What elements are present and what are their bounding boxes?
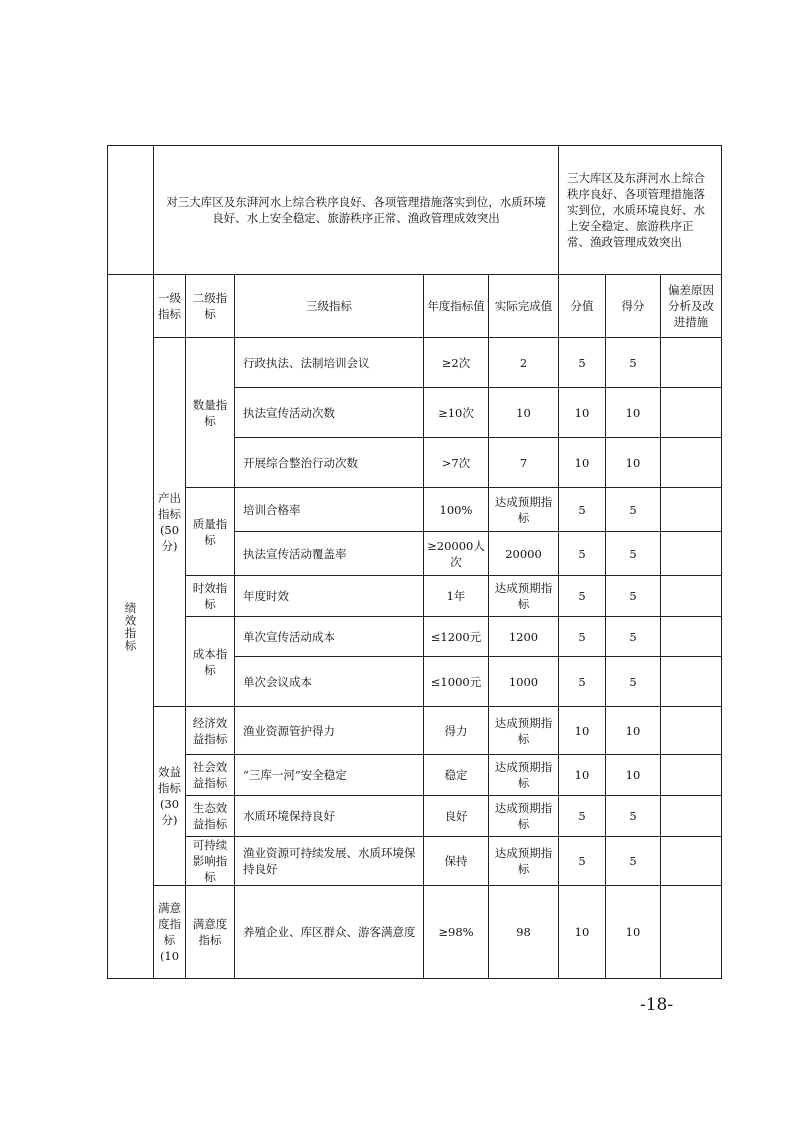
row-name: 培训合格率 bbox=[235, 488, 424, 532]
row-actual: 20000 bbox=[489, 532, 559, 576]
row-name: 执法宣传活动覆盖率 bbox=[235, 532, 424, 576]
row-name: 开展综合整治行动次数 bbox=[235, 438, 424, 488]
header-reason: 偏差原因分析及改进措施 bbox=[661, 275, 722, 338]
row-value: 10 bbox=[559, 886, 606, 979]
row-actual: 达成预期指标 bbox=[489, 796, 559, 837]
row-value: 10 bbox=[559, 438, 606, 488]
row-value: 10 bbox=[559, 707, 606, 755]
subgroup-cost: 成本指标 bbox=[186, 617, 235, 707]
row-actual: 达成预期指标 bbox=[489, 755, 559, 796]
table-row bbox=[108, 576, 722, 617]
row-name: 渔业资源管护得力 bbox=[235, 707, 424, 755]
page-number: -18- bbox=[640, 995, 674, 1015]
table-row bbox=[108, 886, 722, 979]
header-level1 bbox=[154, 275, 186, 338]
group-benefit: 效益指标(30分) bbox=[154, 707, 186, 886]
row-value: 5 bbox=[559, 488, 606, 532]
row-reason bbox=[661, 576, 722, 617]
subgroup-timeliness: 时效指标 bbox=[186, 576, 235, 617]
row-value: 5 bbox=[559, 576, 606, 617]
row-name: 单次宣传活动成本 bbox=[235, 617, 424, 657]
row-score: 5 bbox=[606, 488, 661, 532]
row-name: 单次会议成本 bbox=[235, 657, 424, 707]
row-reason bbox=[661, 796, 722, 837]
row-name: 渔业资源可持续发展、水质环境保持良好 bbox=[235, 837, 424, 886]
row-actual: 达成预期指标 bbox=[489, 576, 559, 617]
subgroup-sustainable: 可持续影响指标 bbox=[186, 837, 235, 886]
header-actual: 实际完成值 bbox=[489, 275, 559, 338]
table-row bbox=[108, 796, 722, 837]
row-reason bbox=[661, 707, 722, 755]
row-target: ≥20000人次 bbox=[424, 532, 489, 576]
row-value: 5 bbox=[559, 657, 606, 707]
table-row bbox=[108, 338, 722, 388]
header-target: 年度指标值 bbox=[424, 275, 489, 338]
row-actual: 达成预期指标 bbox=[489, 488, 559, 532]
row-value: 10 bbox=[559, 388, 606, 438]
subgroup-quantity: 数量指标 bbox=[186, 338, 235, 488]
row-score: 5 bbox=[606, 837, 661, 886]
table-row bbox=[108, 488, 722, 532]
row-reason bbox=[661, 488, 722, 532]
row-actual: 2 bbox=[489, 338, 559, 388]
section-label bbox=[108, 275, 154, 979]
table-row bbox=[108, 755, 722, 796]
table-row bbox=[108, 617, 722, 657]
row-actual: 1200 bbox=[489, 617, 559, 657]
header-row bbox=[108, 275, 722, 338]
row-reason bbox=[661, 617, 722, 657]
row-actual: 10 bbox=[489, 388, 559, 438]
subgroup-ecological: 生态效益指标 bbox=[186, 796, 235, 837]
row-value: 5 bbox=[559, 796, 606, 837]
goal-planned: 对三大库区及东湃河水上综合秩序良好、各项管理措施落实到位，水质环境良好、水上安全稳定、旅游秩序正常、渔政管理成效突出 bbox=[154, 146, 559, 275]
row-name: 行政执法、法制培训会议 bbox=[235, 338, 424, 388]
row-reason bbox=[661, 438, 722, 488]
row-target: ≥2次 bbox=[424, 338, 489, 388]
subgroup-quality: 质量指标 bbox=[186, 488, 235, 576]
row-score: 10 bbox=[606, 886, 661, 979]
row-target: ≤1200元 bbox=[424, 617, 489, 657]
row-name: 执法宣传活动次数 bbox=[235, 388, 424, 438]
header-level2: 二级指标 bbox=[186, 275, 235, 338]
row-target: 100% bbox=[424, 488, 489, 532]
row-reason bbox=[661, 388, 722, 438]
row-value: 5 bbox=[559, 338, 606, 388]
row-actual: 达成预期指标 bbox=[489, 837, 559, 886]
row-score: 10 bbox=[606, 438, 661, 488]
row-actual: 98 bbox=[489, 886, 559, 979]
row-name: 年度时效 bbox=[235, 576, 424, 617]
row-score: 5 bbox=[606, 338, 661, 388]
table-row bbox=[108, 837, 722, 886]
row-score: 10 bbox=[606, 388, 661, 438]
row-score: 10 bbox=[606, 755, 661, 796]
row-score: 10 bbox=[606, 707, 661, 755]
row-target: 得力 bbox=[424, 707, 489, 755]
row-name: 水质环境保持良好 bbox=[235, 796, 424, 837]
subgroup-economic: 经济效益指标 bbox=[186, 707, 235, 755]
goal-label-cell bbox=[108, 146, 154, 275]
row-reason bbox=[661, 755, 722, 796]
row-actual: 1000 bbox=[489, 657, 559, 707]
row-value: 5 bbox=[559, 532, 606, 576]
group-output: 产出指标(50分) bbox=[154, 338, 186, 707]
row-value: 5 bbox=[559, 837, 606, 886]
row-target: 保持 bbox=[424, 837, 489, 886]
row-target: ≥98% bbox=[424, 886, 489, 979]
header-score: 得分 bbox=[606, 275, 661, 338]
group-satisfaction: 满意度指标(10 bbox=[154, 886, 186, 979]
row-target: 稳定 bbox=[424, 755, 489, 796]
row-reason bbox=[661, 837, 722, 886]
row-value: 5 bbox=[559, 617, 606, 657]
row-score: 5 bbox=[606, 657, 661, 707]
row-target: ≥10次 bbox=[424, 388, 489, 438]
header-score-value: 分值 bbox=[559, 275, 606, 338]
row-reason bbox=[661, 657, 722, 707]
table-row bbox=[108, 707, 722, 755]
row-target: 良好 bbox=[424, 796, 489, 837]
section-label-text: 绩效指标 bbox=[123, 601, 138, 652]
row-score: 5 bbox=[606, 796, 661, 837]
subgroup-social: 社会效益指标 bbox=[186, 755, 235, 796]
goal-actual: 三大库区及东湃河水上综合秩序良好、各项管理措施落实到位，水质环境良好、水上安全稳定、旅游秩序正常、渔政管理成效突出 bbox=[559, 146, 722, 275]
goal-row bbox=[108, 146, 722, 275]
row-name: 养殖企业、库区群众、游客满意度 bbox=[235, 886, 424, 979]
row-target: >7次 bbox=[424, 438, 489, 488]
subgroup-satisfaction: 满意度指标 bbox=[186, 886, 235, 979]
row-reason bbox=[661, 886, 722, 979]
performance-table bbox=[107, 145, 722, 979]
row-reason bbox=[661, 532, 722, 576]
row-actual: 7 bbox=[489, 438, 559, 488]
row-value: 10 bbox=[559, 755, 606, 796]
row-score: 5 bbox=[606, 532, 661, 576]
row-score: 5 bbox=[606, 617, 661, 657]
row-target: 1年 bbox=[424, 576, 489, 617]
header-level3: 三级指标 bbox=[235, 275, 424, 338]
row-reason bbox=[661, 338, 722, 388]
row-score: 5 bbox=[606, 576, 661, 617]
row-actual: 达成预期指标 bbox=[489, 707, 559, 755]
row-name: “三库一河”安全稳定 bbox=[235, 755, 424, 796]
row-target: ≤1000元 bbox=[424, 657, 489, 707]
header-level1-text: 一级指标 bbox=[158, 291, 181, 321]
